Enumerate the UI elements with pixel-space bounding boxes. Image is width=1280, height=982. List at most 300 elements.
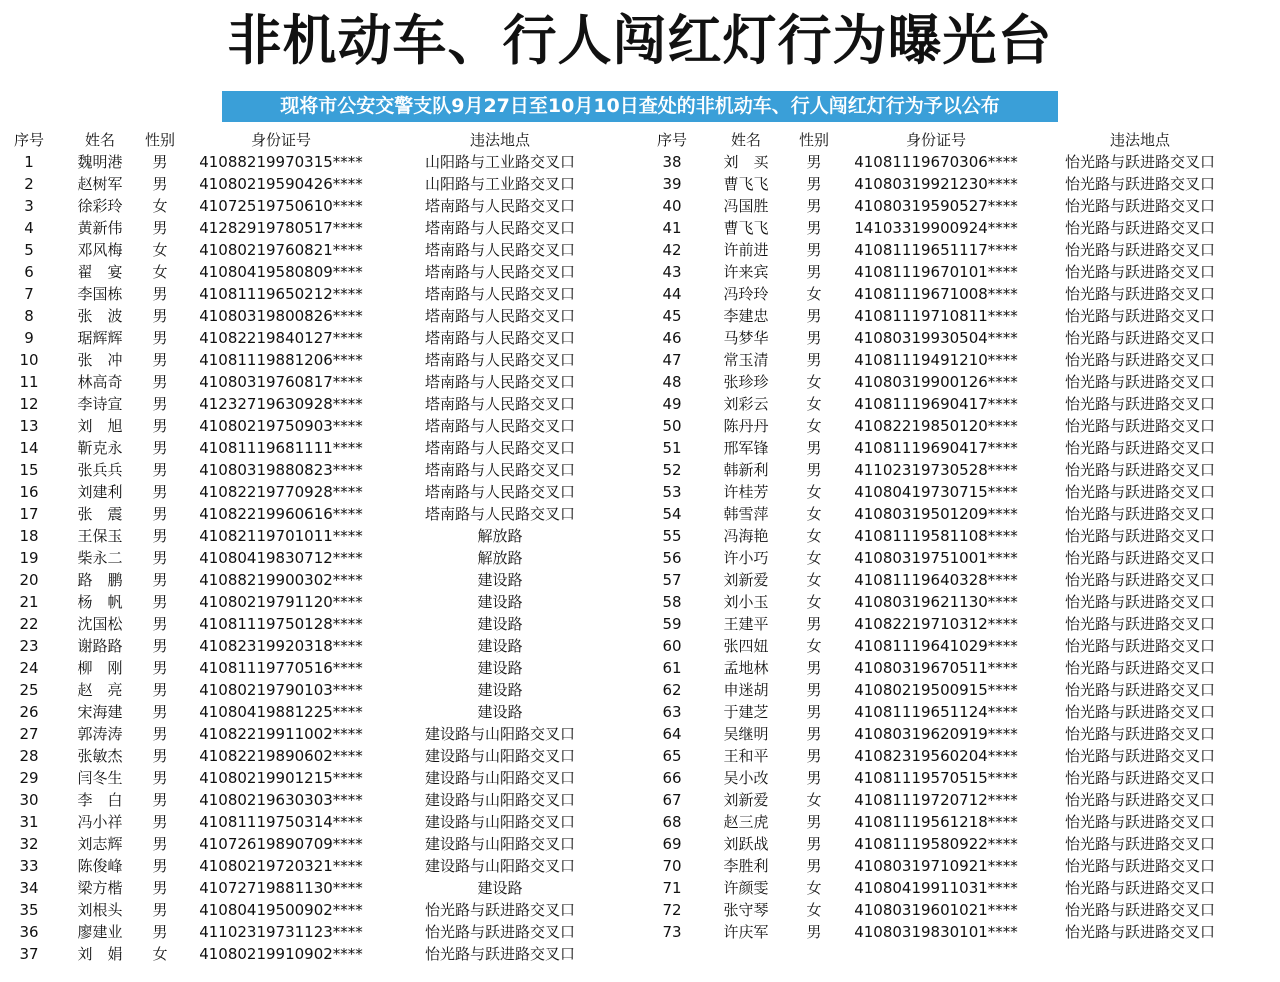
cell-no: 2 [24, 175, 34, 193]
cell-id: 41081119681111**** [199, 439, 363, 457]
table-row [640, 217, 1280, 239]
cell-no: 33 [19, 857, 39, 875]
cell-sex: 男 [152, 461, 168, 479]
cell-id: 41081119750128**** [199, 615, 363, 633]
cell-location: 怡光路与跃进路交叉口 [1064, 351, 1215, 369]
cell-no: 22 [19, 615, 39, 633]
table-row [0, 481, 640, 503]
cell-id: 41080319621130**** [854, 593, 1018, 611]
cell-name: 刘 买 [723, 153, 769, 171]
cell-name: 曹飞飞 [723, 175, 769, 193]
cell-sex: 女 [152, 197, 168, 215]
table-row [640, 767, 1280, 789]
table-row [0, 591, 640, 613]
table-row [0, 349, 640, 371]
table-row [640, 261, 1280, 283]
cell-no: 13 [19, 417, 39, 435]
cell-location: 建设路 [477, 681, 523, 699]
cell-id: 41080319501209**** [854, 505, 1018, 523]
cell-sex: 女 [152, 241, 168, 259]
cell-sex: 女 [806, 285, 822, 303]
table-row [640, 789, 1280, 811]
cell-sex: 男 [806, 615, 822, 633]
cell-name: 许来宾 [723, 263, 769, 281]
cell-id: 41081119720712**** [854, 791, 1018, 809]
cell-sex: 男 [806, 263, 822, 281]
cell-no: 44 [662, 285, 682, 303]
cell-sex: 男 [806, 659, 822, 677]
cell-id: 41081119491210**** [854, 351, 1018, 369]
cell-id: 41080419830712**** [199, 549, 363, 567]
cell-no: 18 [19, 527, 39, 545]
cell-location: 怡光路与跃进路交叉口 [1064, 241, 1215, 259]
cell-no: 45 [662, 307, 682, 325]
cell-id: 41081119570515**** [854, 769, 1018, 787]
cell-location: 塔南路与人民路交叉口 [424, 285, 575, 303]
cell-location: 怡光路与跃进路交叉口 [1064, 439, 1215, 457]
cell-no: 19 [19, 549, 39, 567]
cell-no: 36 [19, 923, 39, 941]
table-row [640, 877, 1280, 899]
cell-sex: 男 [152, 901, 168, 919]
cell-location: 建设路 [477, 703, 523, 721]
cell-location: 怡光路与跃进路交叉口 [1064, 637, 1215, 655]
cell-name: 张守琴 [723, 901, 769, 919]
cell-name: 刘建利 [77, 483, 123, 501]
cell-name: 冯国胜 [723, 197, 769, 215]
cell-name: 马梦华 [723, 329, 769, 347]
cell-id: 41082219710312**** [854, 615, 1018, 633]
table-row [640, 393, 1280, 415]
cell-sex: 女 [152, 263, 168, 281]
cell-no: 66 [662, 769, 682, 787]
cell-no: 64 [662, 725, 682, 743]
table-row [640, 679, 1280, 701]
table-row [0, 195, 640, 217]
cell-sex: 男 [806, 329, 822, 347]
cell-id: 41082219911002**** [199, 725, 363, 743]
cell-id: 41102319730528**** [854, 461, 1018, 479]
table-row [640, 569, 1280, 591]
table-row [0, 393, 640, 415]
cell-location: 怡光路与跃进路交叉口 [1064, 373, 1215, 391]
cell-location: 塔南路与人民路交叉口 [424, 307, 575, 325]
cell-id: 41082219960616**** [199, 505, 363, 523]
table-row [640, 745, 1280, 767]
cell-no: 34 [19, 879, 39, 897]
cell-name: 廖建业 [77, 923, 123, 941]
cell-name: 刘志辉 [77, 835, 123, 853]
cell-location: 怡光路与跃进路交叉口 [1064, 879, 1215, 897]
cell-id: 41082119701011**** [199, 527, 363, 545]
cell-name: 靳克永 [77, 439, 123, 457]
table-row [0, 217, 640, 239]
table-row [640, 899, 1280, 921]
table-row [0, 701, 640, 723]
cell-id: 41072519750610**** [199, 197, 363, 215]
cell-id: 41080219790103**** [199, 681, 363, 699]
cell-sex: 男 [152, 505, 168, 523]
cell-id: 41082319920318**** [199, 637, 363, 655]
cell-name: 韩新利 [723, 461, 769, 479]
cell-no: 35 [19, 901, 39, 919]
cell-no: 40 [662, 197, 682, 215]
cell-location: 塔南路与人民路交叉口 [424, 505, 575, 523]
cell-no: 60 [662, 637, 682, 655]
cell-id: 41082219770928**** [199, 483, 363, 501]
cell-no: 7 [24, 285, 34, 303]
cell-no: 50 [662, 417, 682, 435]
cell-location: 怡光路与跃进路交叉口 [1064, 923, 1215, 941]
cell-location: 怡光路与跃进路交叉口 [1064, 505, 1215, 523]
cell-id: 41081119881206**** [199, 351, 363, 369]
cell-name: 陈丹丹 [723, 417, 769, 435]
cell-no: 67 [662, 791, 682, 809]
cell-id: 41080319800826**** [199, 307, 363, 325]
cell-name: 刘 旭 [77, 417, 123, 435]
cell-id: 14103319900924**** [854, 219, 1018, 237]
table-row [0, 679, 640, 701]
cell-sex: 男 [806, 351, 822, 369]
cell-name: 刘新爱 [723, 791, 769, 809]
cell-sex: 男 [806, 153, 822, 171]
cell-sex: 男 [152, 813, 168, 831]
table-row [0, 745, 640, 767]
cell-sex: 男 [152, 483, 168, 501]
cell-no: 20 [19, 571, 39, 589]
cell-name: 刘根头 [77, 901, 123, 919]
cell-name: 李胜利 [723, 857, 769, 875]
cell-name: 吴继明 [723, 725, 769, 743]
header-id: 身份证号 [250, 131, 311, 149]
cell-name: 徐彩玲 [77, 197, 123, 215]
cell-no: 6 [24, 263, 34, 281]
cell-sex: 男 [806, 461, 822, 479]
cell-sex: 男 [152, 835, 168, 853]
cell-name: 李国栋 [77, 285, 123, 303]
header-name: 姓名 [730, 131, 761, 149]
cell-location: 塔南路与人民路交叉口 [424, 439, 575, 457]
table-row [640, 239, 1280, 261]
header-name: 姓名 [84, 131, 115, 149]
cell-sex: 女 [806, 571, 822, 589]
header-location: 违法地点 [1109, 131, 1170, 149]
cell-sex: 男 [152, 637, 168, 655]
table-row [0, 635, 640, 657]
table-row [640, 833, 1280, 855]
cell-sex: 男 [806, 439, 822, 457]
cell-sex: 男 [806, 703, 822, 721]
cell-no: 16 [19, 483, 39, 501]
cell-no: 71 [662, 879, 682, 897]
cell-location: 怡光路与跃进路交叉口 [1064, 791, 1215, 809]
cell-location: 怡光路与跃进路交叉口 [1064, 659, 1215, 677]
cell-location: 怡光路与跃进路交叉口 [424, 923, 575, 941]
cell-name: 宋海建 [77, 703, 123, 721]
cell-no: 59 [662, 615, 682, 633]
cell-id: 41080319751001**** [854, 549, 1018, 567]
cell-id: 41080219791120**** [199, 593, 363, 611]
cell-sex: 男 [806, 857, 822, 875]
cell-no: 53 [662, 483, 682, 501]
cell-sex: 女 [806, 395, 822, 413]
header-no: 序号 [13, 131, 44, 149]
cell-id: 41082219840127**** [199, 329, 363, 347]
cell-location: 怡光路与跃进路交叉口 [1064, 329, 1215, 347]
cell-id: 41080419580809**** [199, 263, 363, 281]
cell-sex: 男 [152, 791, 168, 809]
cell-no: 37 [19, 945, 39, 963]
cell-location: 怡光路与跃进路交叉口 [424, 901, 575, 919]
cell-no: 4 [24, 219, 34, 237]
cell-no: 72 [662, 901, 682, 919]
cell-sex: 男 [806, 307, 822, 325]
cell-no: 38 [662, 153, 682, 171]
cell-name: 张兵兵 [77, 461, 123, 479]
cell-name: 琚辉辉 [77, 329, 123, 347]
cell-location: 怡光路与跃进路交叉口 [1064, 681, 1215, 699]
table-row [640, 283, 1280, 305]
table-row [0, 943, 640, 965]
cell-no: 58 [662, 593, 682, 611]
table-header [0, 129, 640, 151]
cell-sex: 男 [806, 241, 822, 259]
cell-id: 41080219720321**** [199, 857, 363, 875]
cell-sex: 男 [806, 681, 822, 699]
cell-location: 山阳路与工业路交叉口 [424, 175, 575, 193]
cell-name: 刘小玉 [723, 593, 769, 611]
cell-location: 怡光路与跃进路交叉口 [1064, 219, 1215, 237]
cell-name: 冯玲玲 [723, 285, 769, 303]
cell-sex: 男 [152, 703, 168, 721]
cell-location: 建设路 [477, 659, 523, 677]
cell-name: 赵树军 [77, 175, 123, 193]
cell-no: 69 [662, 835, 682, 853]
table-row [0, 327, 640, 349]
cell-id: 41080319921230**** [854, 175, 1018, 193]
cell-no: 46 [662, 329, 682, 347]
cell-location: 怡光路与跃进路交叉口 [1064, 901, 1215, 919]
header-sex: 性别 [144, 131, 175, 149]
cell-sex: 男 [152, 285, 168, 303]
table-row [0, 547, 640, 569]
cell-id: 41232719630928**** [199, 395, 363, 413]
cell-location: 怡光路与跃进路交叉口 [1064, 395, 1215, 413]
table-body [640, 151, 1280, 943]
cell-no: 73 [662, 923, 682, 941]
cell-sex: 男 [806, 219, 822, 237]
table-row [640, 151, 1280, 173]
cell-id: 41088219970315**** [199, 153, 363, 171]
cell-location: 怡光路与跃进路交叉口 [1064, 307, 1215, 325]
cell-name: 刘 娟 [77, 945, 123, 963]
cell-no: 41 [662, 219, 682, 237]
cell-sex: 男 [806, 725, 822, 743]
cell-name: 郭涛涛 [77, 725, 123, 743]
violation-table-right [640, 129, 1280, 943]
cell-id: 41080219500915**** [854, 681, 1018, 699]
cell-name: 申迷胡 [723, 681, 769, 699]
cell-id: 41080319620919**** [854, 725, 1018, 743]
cell-id: 41080219760821**** [199, 241, 363, 259]
cell-location: 塔南路与人民路交叉口 [424, 373, 575, 391]
cell-name: 吴小改 [723, 769, 769, 787]
cell-name: 柴永二 [77, 549, 123, 567]
cell-id: 41072719881130**** [199, 879, 363, 897]
cell-id: 41080219910902**** [199, 945, 363, 963]
cell-sex: 女 [806, 373, 822, 391]
cell-location: 塔南路与人民路交叉口 [424, 395, 575, 413]
cell-sex: 女 [806, 637, 822, 655]
cell-id: 41082219890602**** [199, 747, 363, 765]
cell-name: 冯小祥 [77, 813, 123, 831]
cell-name: 杨 帆 [77, 593, 123, 611]
cell-location: 怡光路与跃进路交叉口 [424, 945, 575, 963]
cell-name: 谢路路 [77, 637, 123, 655]
cell-no: 70 [662, 857, 682, 875]
table-row [0, 415, 640, 437]
cell-location: 怡光路与跃进路交叉口 [1064, 549, 1215, 567]
table-row [640, 613, 1280, 635]
cell-no: 42 [662, 241, 682, 259]
cell-no: 31 [19, 813, 39, 831]
cell-location: 怡光路与跃进路交叉口 [1064, 263, 1215, 281]
table-row [0, 569, 640, 591]
cell-name: 黄新伟 [77, 219, 123, 237]
cell-location: 怡光路与跃进路交叉口 [1064, 197, 1215, 215]
cell-sex: 男 [152, 395, 168, 413]
cell-sex: 男 [152, 175, 168, 193]
cell-location: 怡光路与跃进路交叉口 [1064, 175, 1215, 193]
cell-location: 怡光路与跃进路交叉口 [1064, 153, 1215, 171]
cell-sex: 男 [152, 879, 168, 897]
cell-id: 41081119651117**** [854, 241, 1018, 259]
cell-no: 12 [19, 395, 39, 413]
cell-location: 建设路 [477, 593, 523, 611]
table-row [640, 855, 1280, 877]
table-row [640, 811, 1280, 833]
cell-sex: 男 [152, 725, 168, 743]
cell-no: 26 [19, 703, 39, 721]
table-row [640, 415, 1280, 437]
table-row [0, 855, 640, 877]
cell-name: 张敏杰 [77, 747, 123, 765]
table-row [640, 305, 1280, 327]
cell-id: 41080219590426**** [199, 175, 363, 193]
cell-sex: 女 [806, 901, 822, 919]
header-location: 违法地点 [469, 131, 530, 149]
cell-id: 41282919780517**** [199, 219, 363, 237]
cell-id: 41080319900126**** [854, 373, 1018, 391]
table-row [0, 899, 640, 921]
cell-name: 于建芝 [723, 703, 769, 721]
cell-name: 曹飞飞 [723, 219, 769, 237]
cell-location: 塔南路与人民路交叉口 [424, 241, 575, 259]
table-row [0, 921, 640, 943]
cell-no: 28 [19, 747, 39, 765]
table-row [640, 503, 1280, 525]
cell-name: 孟地林 [723, 659, 769, 677]
cell-sex: 男 [152, 681, 168, 699]
cell-id: 41081119710811**** [854, 307, 1018, 325]
cell-no: 57 [662, 571, 682, 589]
cell-id: 41080219901215**** [199, 769, 363, 787]
cell-no: 55 [662, 527, 682, 545]
cell-name: 赵三虎 [723, 813, 769, 831]
table-row [640, 481, 1280, 503]
cell-id: 41080319830101**** [854, 923, 1018, 941]
cell-sex: 男 [152, 571, 168, 589]
cell-location: 怡光路与跃进路交叉口 [1064, 285, 1215, 303]
cell-name: 张珍珍 [723, 373, 769, 391]
table-row [0, 877, 640, 899]
cell-sex: 男 [806, 175, 822, 193]
cell-name: 张 震 [77, 505, 123, 523]
cell-no: 15 [19, 461, 39, 479]
table-row [640, 635, 1280, 657]
header-id: 身份证号 [905, 131, 966, 149]
cell-sex: 男 [806, 747, 822, 765]
cell-name: 刘彩云 [723, 395, 769, 413]
cell-location: 建设路与山阳路交叉口 [424, 857, 575, 875]
cell-name: 柳 刚 [77, 659, 123, 677]
table-row [640, 195, 1280, 217]
cell-no: 43 [662, 263, 682, 281]
cell-sex: 男 [152, 659, 168, 677]
cell-no: 30 [19, 791, 39, 809]
cell-location: 建设路与山阳路交叉口 [424, 835, 575, 853]
cell-no: 21 [19, 593, 39, 611]
cell-sex: 女 [806, 593, 822, 611]
cell-location: 建设路与山阳路交叉口 [424, 747, 575, 765]
cell-no: 23 [19, 637, 39, 655]
cell-id: 41080319760817**** [199, 373, 363, 391]
cell-location: 怡光路与跃进路交叉口 [1064, 769, 1215, 787]
cell-name: 邢军锋 [723, 439, 769, 457]
cell-sex: 男 [152, 527, 168, 545]
cell-sex: 男 [152, 857, 168, 875]
cell-name: 刘跃战 [723, 835, 769, 853]
cell-id: 41081119650212**** [199, 285, 363, 303]
cell-name: 常玉清 [723, 351, 769, 369]
table-row [0, 503, 640, 525]
table-row [640, 657, 1280, 679]
cell-no: 25 [19, 681, 39, 699]
table-row [0, 239, 640, 261]
cell-id: 41082219850120**** [854, 417, 1018, 435]
cell-name: 赵 亮 [77, 681, 123, 699]
cell-id: 41080319930504**** [854, 329, 1018, 347]
table-row [640, 525, 1280, 547]
cell-id: 41081119651124**** [854, 703, 1018, 721]
cell-no: 49 [662, 395, 682, 413]
cell-location: 怡光路与跃进路交叉口 [1064, 725, 1215, 743]
cell-location: 建设路 [477, 615, 523, 633]
cell-name: 沈国松 [77, 615, 123, 633]
cell-location: 怡光路与跃进路交叉口 [1064, 703, 1215, 721]
table-row [640, 591, 1280, 613]
cell-id: 41081119690417**** [854, 439, 1018, 457]
cell-name: 李建忠 [723, 307, 769, 325]
cell-id: 41081119670306**** [854, 153, 1018, 171]
cell-location: 塔南路与人民路交叉口 [424, 351, 575, 369]
cell-location: 怡光路与跃进路交叉口 [1064, 483, 1215, 501]
cell-location: 怡光路与跃进路交叉口 [1064, 813, 1215, 831]
subtitle-banner: 现将市公安交警支队9月27日至10月10日查处的非机动车、行人闯红灯行为予以公布 [222, 91, 1058, 122]
table-row [640, 327, 1280, 349]
cell-name: 梁方楷 [77, 879, 123, 897]
cell-no: 29 [19, 769, 39, 787]
